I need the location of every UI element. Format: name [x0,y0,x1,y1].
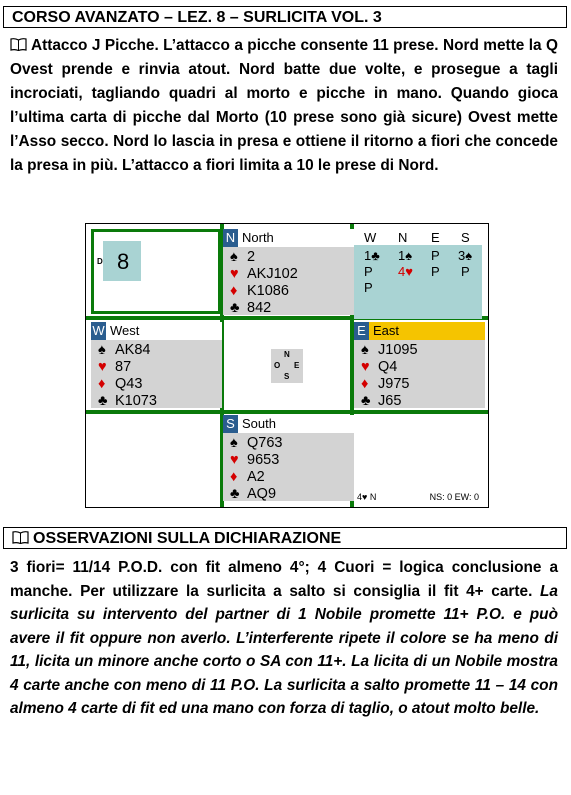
spade-icon: ♠ [230,249,238,265]
spade-icon: ♠ [230,435,238,451]
heart-icon: ♥ [361,359,370,375]
club-icon: ♣ [361,393,371,409]
board-number: 8 [117,249,130,274]
club-icon: ♣ [230,300,240,316]
east-hand: E East ♠ J1095 ♥ Q4 ♦ J975 ♣ J65 [354,322,485,408]
lesson-title-text: CORSO AVANZATO – LEZ. 8 – SURLICITA VOL. 3 [12,9,382,26]
diamond-icon: ♦ [361,376,369,392]
bidding-box: W N E S 1♣ 1♠ P 3♠ P 4♥ P P P [354,229,482,319]
spade-icon: ♠ [361,342,369,358]
bridge-deal-diagram [85,223,489,508]
bidding-notes-italic: La surlicita su intervento del partner di 1 Nobile promette 11+ P.O. e può avere il fit oppure non averlo. L’interferente ripete il colore se ha meno di 11, licita un minore anche corto o SA con 11+. La licita di un Nobile mostra 4 carte anche con meno di 11 P.O. La surlicita a salto promette 11 – 14 con almeno 4 carte di fit ed una mano con forza di taglio, o atout molto belle. [10,582,558,717]
heart-icon: ♥ [98,359,107,375]
board-number-panel [91,229,221,314]
compass-icon: N O E S [271,349,303,383]
club-icon: ♣ [230,486,240,502]
heart-icon: ♥ [230,266,239,282]
west-hand: W West ♠ AK84 ♥ 87 ♦ Q43 ♣ K1073 [91,322,222,408]
lead-analysis-text: Attacco J Picche. L’attacco a picche consente 11 prese. Nord mette la Q Ovest prende e rinvia atout. Nord batte due volte, e prosegue a tagli incrociati, tagliando quadri al morto e picche in mano. Quando gioca l’ultima carta di picche dal Morto (10 prese sono già sicure) Ovest mette l’Asso secco. Nord lo lascia in presa e ottiene il ritorno a fiori che concede la presa in più. L’attacco a fiori limita a 10 le prese di Nord. [10,37,558,174]
north-hand: N North ♠ 2 ♥ AKJ102 ♦ K1086 ♣ 842 [223,229,354,315]
heart-icon: ♥ [230,452,239,468]
book-icon [10,38,27,51]
bidding-notes-title [3,527,567,549]
bidding-notes-paragraph [10,556,558,721]
diamond-icon: ♦ [98,376,106,392]
diamond-icon: ♦ [230,469,238,485]
spade-icon: ♠ [98,342,106,358]
book-icon [12,531,29,544]
score: NS: 0 EW: 0 [429,492,479,502]
south-hand: S South ♠ Q763 ♥ 9653 ♦ A2 ♣ AQ9 [223,415,354,501]
lesson-title [3,6,567,28]
contract-footer [354,490,482,504]
diamond-icon: ♦ [230,283,238,299]
club-icon: ♣ [98,393,108,409]
dealer-letter: D [97,257,103,266]
bidding-notes-title-text: OSSERVAZIONI SULLA DICHIARAZIONE [33,530,342,547]
contract: 4♥ N [357,492,377,502]
lead-analysis-paragraph [10,34,558,178]
bidding-notes-normal: 3 fiori= 11/14 P.O.D. con fit almeno 4°; 4 Cuori = logica conclusione a manche. Per utilizzare la surlicita a salto si consiglia il fit 4+ carte. [10,559,558,600]
